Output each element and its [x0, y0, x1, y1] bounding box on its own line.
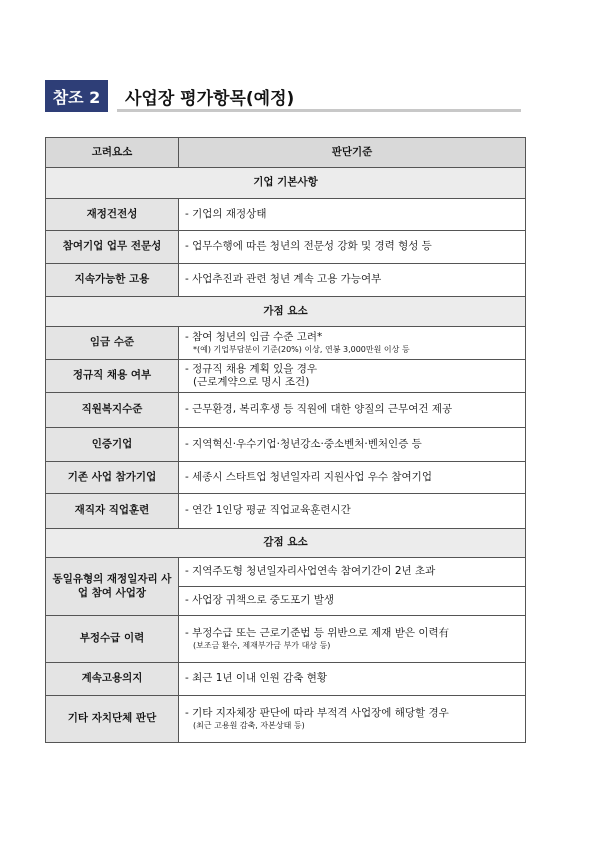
table-row [46, 264, 526, 297]
criteria-note: (최근 고용원 감축, 자본상태 등) [193, 720, 305, 730]
section-row-bonus [46, 297, 526, 327]
criteria-text: - 업무수행에 따른 청년의 전문성 강화 및 경력 형성 등 [179, 231, 526, 264]
factor-label: 직원복지수준 [46, 393, 179, 428]
table-row [46, 231, 526, 264]
criteria-text: - 연간 1인당 평균 직업교육훈련시간 [179, 494, 526, 529]
table-row [46, 616, 526, 663]
factor-label: 동일유형의 재정일자리 사업 참여 사업장 [46, 558, 179, 616]
evaluation-table [45, 137, 526, 743]
reference-header [45, 80, 521, 112]
criteria-text: - 근무환경, 복리후생 등 직원에 대한 양질의 근무여건 제공 [179, 393, 526, 428]
factor-label: 부정수급 이력 [46, 616, 179, 663]
criteria-text: - 정규직 채용 계획 있을 경우 [185, 362, 318, 375]
table-header-row [46, 138, 526, 168]
criteria-cell [179, 327, 526, 360]
criteria-text: - 지역주도형 청년일자리사업연속 참여기간이 2년 초과 [179, 558, 526, 587]
table-row [46, 199, 526, 231]
factor-label: 기타 자치단체 판단 [46, 696, 179, 743]
criteria-text: - 세종시 스타트업 청년일자리 지원사업 우수 참여기업 [179, 462, 526, 494]
section-row-penalty [46, 529, 526, 558]
factor-label: 정규직 채용 여부 [46, 360, 179, 393]
column-header-factor: 고려요소 [46, 138, 179, 168]
table-row [46, 393, 526, 428]
table-row [46, 327, 526, 360]
criteria-text: - 지역혁신·우수기업·청년강소·중소벤처·벤처인증 등 [179, 428, 526, 462]
criteria-cell [179, 696, 526, 743]
page-title: 사업장 평가항목(예정) [125, 88, 295, 109]
factor-label: 재정건전성 [46, 199, 179, 231]
criteria-note: (근로계약으로 명시 조건) [193, 376, 310, 388]
factor-label: 기존 사업 참가기업 [46, 462, 179, 494]
table-row [46, 462, 526, 494]
table-row [46, 428, 526, 462]
criteria-cell [179, 360, 526, 393]
column-header-criteria: 판단기준 [179, 138, 526, 168]
factor-label: 지속가능한 고용 [46, 264, 179, 297]
table-row [46, 663, 526, 696]
criteria-note: (보조금 환수, 제재부가금 부가 대상 등) [193, 640, 331, 650]
title-underline [117, 109, 521, 112]
section-title-penalty: 감점 요소 [46, 529, 526, 558]
factor-label: 인증기업 [46, 428, 179, 462]
criteria-text: - 사업추진과 관련 청년 계속 고용 가능여부 [179, 264, 526, 297]
section-title-bonus: 가점 요소 [46, 297, 526, 327]
factor-label: 참여기업 업무 전문성 [46, 231, 179, 264]
criteria-text: - 사업장 귀책으로 중도포기 발생 [179, 587, 526, 616]
table-row [46, 558, 526, 587]
criteria-note: *(예) 기업부담분이 기준(20%) 이상, 연봉 3,000만원 이상 등 [193, 344, 410, 354]
table-row [46, 696, 526, 743]
criteria-text: - 최근 1년 이내 인원 감축 현황 [179, 663, 526, 696]
table-row [46, 494, 526, 529]
reference-badge: 참조 2 [45, 80, 108, 112]
criteria-text: - 기업의 재정상태 [179, 199, 526, 231]
criteria-text: - 참여 청년의 임금 수준 고려* [185, 331, 323, 344]
factor-label: 계속고용의지 [46, 663, 179, 696]
criteria-text: - 부정수급 또는 근로기준법 등 위반으로 제재 받은 이력有 [185, 627, 450, 640]
criteria-cell [179, 616, 526, 663]
section-title-basic: 기업 기본사항 [46, 168, 526, 199]
factor-label: 재직자 직업훈련 [46, 494, 179, 529]
table-row [46, 360, 526, 393]
section-row-basic [46, 168, 526, 199]
criteria-text: - 기타 지자체장 판단에 따라 부적격 사업장에 해당할 경우 [185, 707, 449, 720]
factor-label: 임금 수준 [46, 327, 179, 360]
